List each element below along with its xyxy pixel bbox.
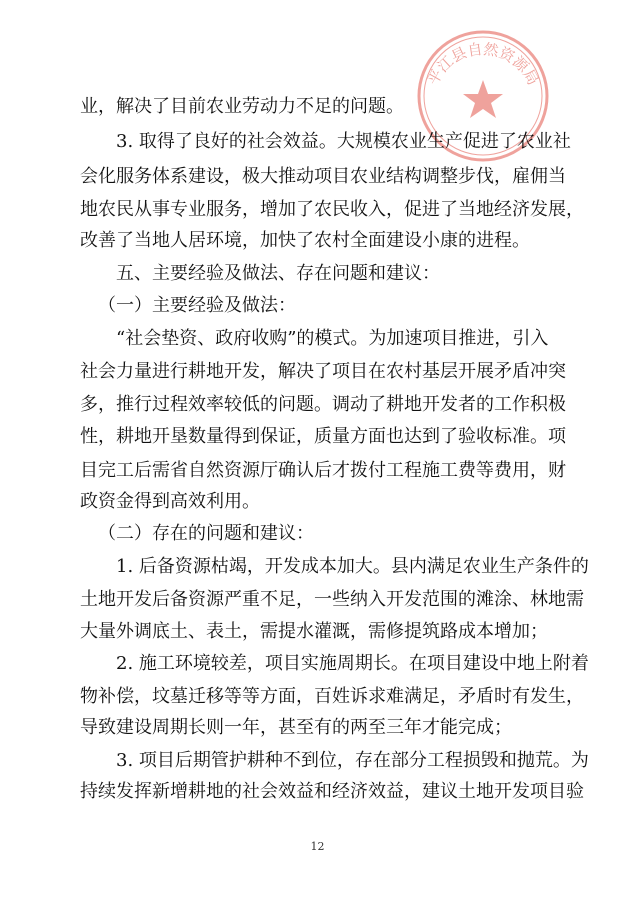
body-line: 持续发挥新增耕地的社会效益和经济效益，建议土地开发项目验 [80,781,584,802]
body-line: 导致建设周期长则一年，甚至有的两至三年才能完成； [80,717,512,738]
body-line: 2. 施工环境较差，项目实施周期长。在项目建设中地上附着 [116,653,589,674]
body-line: 地农民从事专业服务，增加了农民收入，促进了当地经济发展， [80,199,584,220]
body-line: 性，耕地开垦数量得到保证，质量方面也达到了验收标准。项 [80,426,566,447]
body-line: “社会垫资、政府收购”的模式。为加速项目推进，引入 [116,328,549,349]
body-line: 目完工后需省自然资源厅确认后才拨付工程施工费等费用，财 [80,460,566,481]
subsection-heading: （一）主要经验及做法： [98,295,296,316]
body-line: 物补偿，坟墓迁移等等方面，百姓诉求难满足，矛盾时有发生， [80,686,584,707]
body-line: 土地开发后备资源严重不足，一些纳入开发范围的滩涂、林地需 [80,589,584,610]
body-line: 3. 取得了良好的社会效益。大规模农业生产促进了农业社 [116,131,571,152]
body-line: 会化服务体系建设，极大推动项目农业结构调整步伐，雇佣当 [80,166,566,187]
seal-text: 平江县自然资源局 [423,39,543,89]
body-line: 1. 后备资源枯竭，开发成本加大。县内满足农业生产条件的 [116,556,589,577]
body-line: 3. 项目后期管护耕种不到位，存在部分工程损毁和抛荒。为 [116,750,589,771]
page-number: 12 [310,840,325,853]
body-line: 业，解决了目前农业劳动力不足的问题。 [80,96,404,117]
body-line: 多，推行过程效率较低的问题。调动了耕地开发者的工作积极 [80,394,566,415]
body-line: 改善了当地人居环境，加快了农村全面建设小康的进程。 [80,230,530,251]
body-line: 政资金得到高效利用。 [80,491,260,512]
section-heading: 五、主要经验及做法、存在问题和建议： [116,263,440,284]
body-line: 社会力量进行耕地开发，解决了项目在农村基层开展矛盾冲突 [80,361,566,382]
body-line: 大量外调底土、表土，需提水灌溉，需修提筑路成本增加； [80,621,548,642]
subsection-heading: （二）存在的问题和建议： [98,523,314,544]
